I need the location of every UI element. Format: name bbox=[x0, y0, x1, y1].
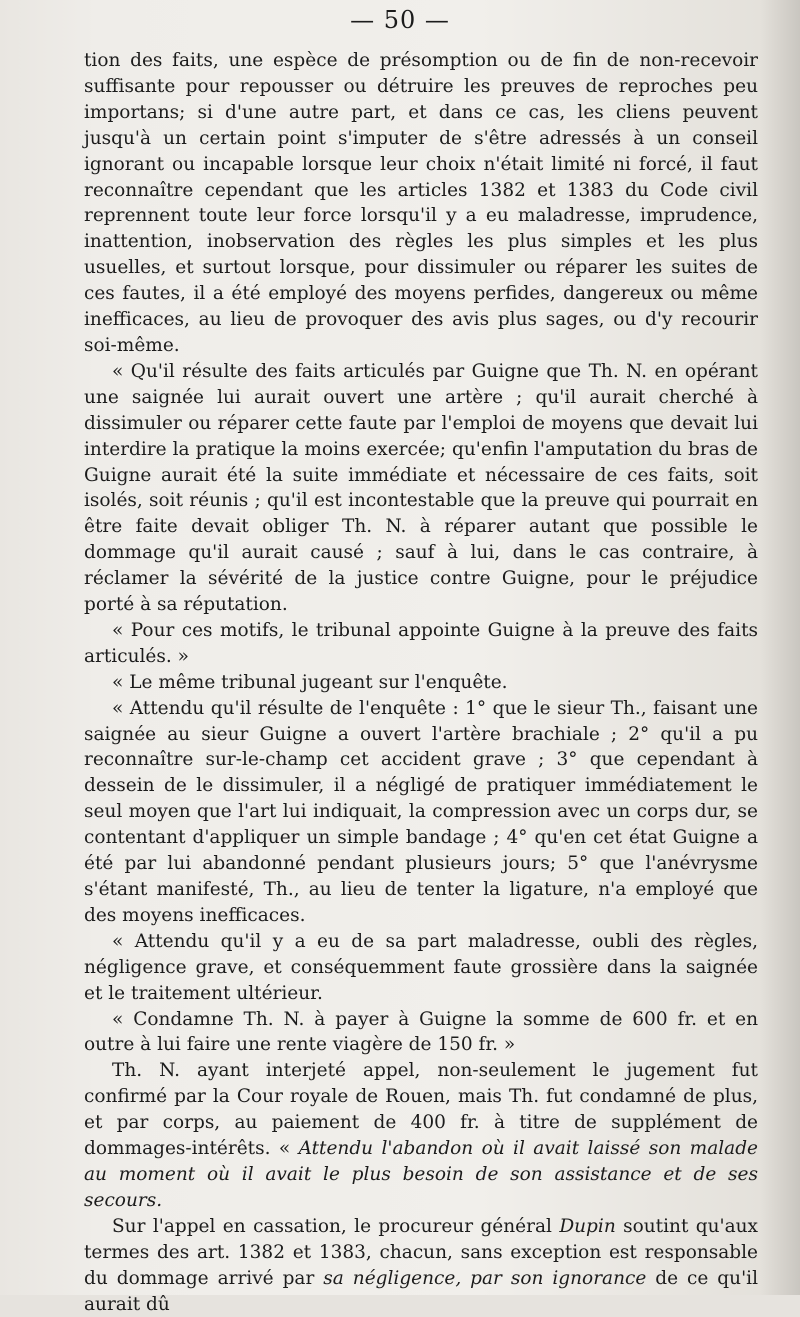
paragraph-5: « Attendu qu'il résulte de l'enquête : 1° que le sieur Th., faisant une saignée au sieur Guigne a ouvert l'artère brachiale ; 2° qu'il a pu reconnaître sur-le-champ cet accident grave ; 3° que cependant à dessein de le dissimuler, il a négligé de pratiquer immédiatement le seul moyen que l'art lui indiquait, la compression avec un corps dur, se contentant d'appliquer un simple bandage ; 4° qu'en cet état Guigne a été par lui abandonné pendant plusieurs jours; 5° que l'anévrysme s'étant manifesté, Th., au lieu de tenter la ligature, n'a employé que des moyens inefficaces. bbox=[84, 697, 758, 926]
paragraph-9-part-5: de ce qu'il aurait dû bbox=[84, 1267, 758, 1315]
paragraph-2: « Qu'il résulte des faits articulés par Guigne que Th. N. en opérant une saignée lui aurait ouvert une artère ; qu'il aurait cherché à dissimuler ou réparer cette faute par l'emploi de moyens que devait lui interdire la pratique la moins exercée; qu'enfin l'amputation du bras de Guigne aurait été la suite immédiate et nécessaire de ces faits, soit isolés, soit réunis ; qu'il est incontestable que la preuve qui pourrait en être faite devait obliger Th. N. à réparer autant que possible le dommage qu'il aurait causé ; sauf à lui, dans le cas contraire, à réclamer la sévérité de la justice contre Guigne, pour le préjudice porté à sa réputation. bbox=[84, 360, 758, 616]
paragraph-9 bbox=[84, 1214, 758, 1317]
paragraph-8-italic: Attendu l'abandon où il avait laissé son malade au moment où il avait le plus besoin de son assistance et de ses secours. bbox=[84, 1138, 758, 1211]
paragraph-9-italic-phrase: sa négligence, par son ignorance bbox=[323, 1267, 647, 1289]
paragraph-6: « Attendu qu'il y a eu de sa part maladresse, oubli des règles, négligence grave, et conséquemment faute grossière dans la saignée et le traitement ultérieur. bbox=[84, 930, 758, 1004]
paragraph-3: « Pour ces motifs, le tribunal appointe Guigne à la preuve des faits articulés. » bbox=[84, 619, 758, 667]
paragraph-8-text: Th. N. ayant interjeté appel, non-seulement le jugement fut confirmé par la Cour royale de Rouen, mais Th. fut condamné de plus, et par corps, au paiement de 400 fr. à titre de supplément de dommages-intérêts. « bbox=[84, 1060, 758, 1160]
page-number: — 50 — bbox=[350, 6, 450, 34]
paragraph-8 bbox=[84, 1058, 758, 1213]
paragraph-1: tion des faits, une espèce de présomption ou de fin de non-recevoir suffisante pour repousser ou détruire les preuves de reproches peu importans; si d'une autre part, et dans ce cas, les cliens peuvent jusqu'à un certain point s'imputer de s'être adressés à un conseil ignorant ou incapable lorsque leur choix n'était limité ni forcé, il faut reconnaître cependant que les articles 1382 et 1383 du Code civil reprennent toute leur force lorsqu'il y a eu maladresse, imprudence, inattention, inobservation des règles les plus simples et les plus usuelles, et surtout lorsque, pour dissimuler ou réparer les suites de ces fautes, il a été employé des moyens perfides, dangereux ou même inefficaces, au lieu de provoquer des avis plus sages, ou d'y recourir soi-même. bbox=[84, 50, 758, 356]
paragraph-9-part-1: Sur l'appel en cassation, le procureur général bbox=[112, 1215, 560, 1237]
body-text bbox=[84, 48, 758, 1317]
paragraph-9-name-dupin: Dupin bbox=[559, 1215, 616, 1237]
paragraph-4: « Le même tribunal jugeant sur l'enquête. bbox=[112, 671, 508, 693]
paragraph-7: « Condamne Th. N. à payer à Guigne la somme de 600 fr. et en outre à lui faire une rente viagère de 150 fr. » bbox=[84, 1008, 758, 1056]
paragraph-9-part-3: soutint qu'aux termes des art. 1382 et 1383, chacun, sans exception est responsable du dommage arrivé par bbox=[84, 1215, 758, 1289]
